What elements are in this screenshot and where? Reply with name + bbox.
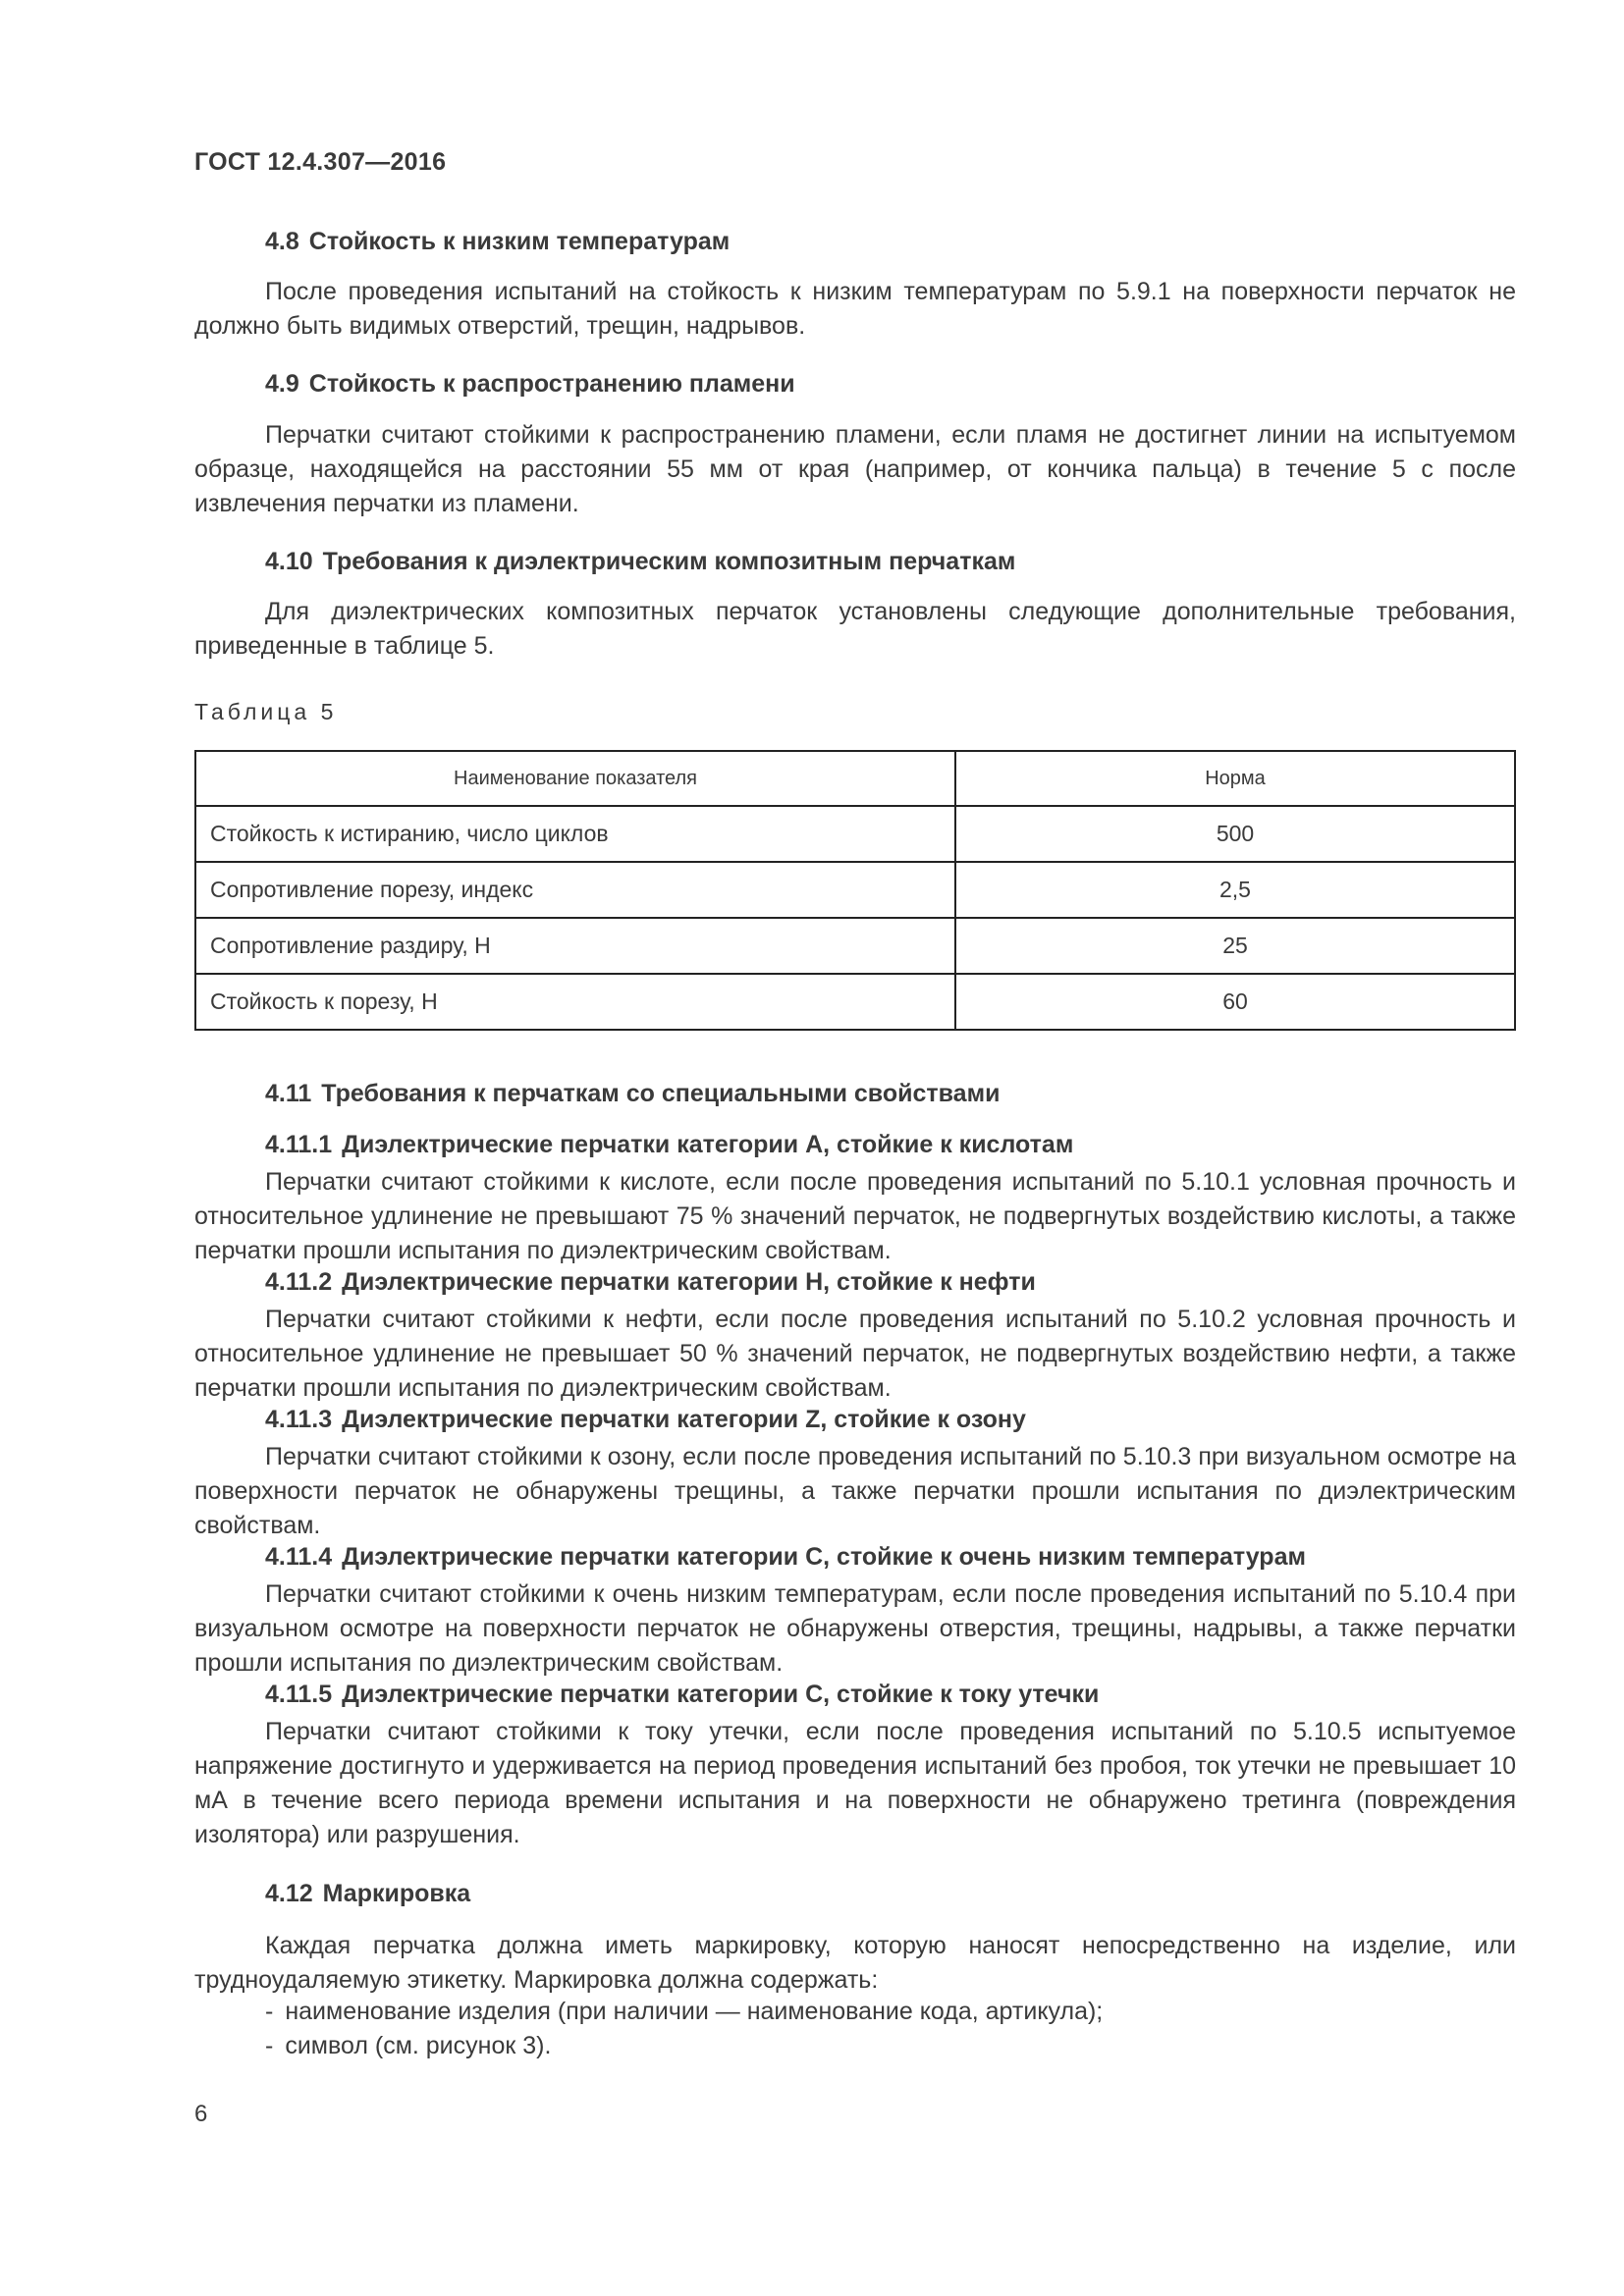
table-5 [194,750,1516,1031]
section-heading-4-11 [265,1080,1000,1108]
table-header-cell: Норма [955,751,1515,806]
page-number: 6 [194,2101,208,2127]
table-header-row [195,751,1515,806]
section-number: 4.9 [265,370,299,398]
table-cell: Сопротивление раздиру, Н [195,918,955,974]
section-number: 4.11.5 [265,1681,333,1708]
section-heading-4-10 [265,548,1015,576]
section-text-4-8: После проведения испытаний на стойкость к низким температурам по 5.9.1 на поверхности перчаток не должно быть видимых отверстий, трещин, надрывов. [194,278,1516,340]
section-title: Диэлектрические перчатки категории С, стойкие к току утечки [342,1681,1100,1708]
section-text-4-11-5: Перчатки считают стойкими к току утечки, если после проведения испытаний по 5.10.5 испытуемое напряжение достигнуто и удерживается на период проведения испытаний без пробоя, ток утечки не превышает 10 мА в течение всего периода времени испытания и на поверхности не обнаружено третинга (повреждения изолятора) или разрушения. [194,1718,1516,1848]
section-title: Диэлектрические перчатки категории А, стойкие к кислотам [342,1131,1074,1158]
section-heading-4-12 [265,1880,470,1908]
section-number: 4.11.2 [265,1268,333,1296]
section-text-4-11-2: Перчатки считают стойкими к нефти, если после проведения испытаний по 5.10.2 условная прочность и относительное удлинение не превышает 50 % значений перчаток, не подвергнутых воздействию нефти, а также перчатки прошли испытания по диэлектрическим свойствам. [194,1306,1516,1402]
section-text-4-11-3: Перчатки считают стойкими к озону, если после проведения испытаний по 5.10.3 при визуальном осмотре на поверхности перчаток не обнаружены трещины, а также перчатки прошли испытания по диэлектрическим свойствам. [194,1443,1516,1539]
section-text-4-12: Каждая перчатка должна иметь маркировку, которую наносят непосредственно на изделие, или трудноудаляемую этикетку. Маркировка должна содержать: [194,1932,1516,1994]
section-number: 4.11 [265,1080,312,1107]
section-heading-4-11-2 [265,1268,1036,1297]
table-header-cell: Наименование показателя [195,751,955,806]
section-title: Стойкость к низким температурам [308,228,731,255]
section-number: 4.11.1 [265,1131,333,1158]
section-heading-4-8 [265,228,730,256]
section-title: Диэлектрические перчатки категории Н, стойкие к нефти [342,1268,1036,1296]
section-title: Маркировка [322,1880,471,1907]
section-number: 4.8 [265,228,299,255]
list-item-text: наименование изделия (при наличии — наименование кода, артикула); [285,1998,1104,2025]
table-cell: 25 [955,918,1515,974]
section-heading-4-11-1 [265,1131,1073,1159]
section-number: 4.10 [265,548,313,575]
table-cell: 2,5 [955,862,1515,918]
list-dash: - [265,1998,274,2025]
section-text-4-11-4: Перчатки считают стойкими к очень низким температурам, если после проведения испытаний по 5.10.4 при визуальном осмотре на поверхности перчаток не обнаружены отверстия, трещины, надрывы, а также перчатки прошли испытания по диэлектрическим свойствам. [194,1580,1516,1677]
list-item [265,2032,551,2060]
table-row [195,862,1515,918]
table-cell: 500 [955,806,1515,862]
section-title: Диэлектрические перчатки категории С, стойкие к очень низким температурам [342,1543,1306,1571]
table-caption: Таблица 5 [194,699,338,724]
list-dash: - [265,2032,274,2059]
section-title: Требования к диэлектрическим композитным перчаткам [322,548,1016,575]
section-text-4-11-1: Перчатки считают стойкими к кислоте, если после проведения испытаний по 5.10.1 условная прочность и относительное удлинение не превышают 75 % значений перчаток, не подвергнутых воздействию кислоты, а также перчатки прошли испытания по диэлектрическим свойствам. [194,1168,1516,1264]
section-text-4-9: Перчатки считают стойкими к распространению пламени, если пламя не достигнет линии на испытуемом образце, находящейся на расстоянии 55 мм от края (например, от кончика пальца) в течение 5 с после извлечения перчатки из пламени. [194,421,1516,517]
section-heading-4-11-4 [265,1543,1306,1572]
section-title: Стойкость к распространению пламени [308,370,795,398]
table-row [195,918,1515,974]
document-header: ГОСТ 12.4.307—2016 [194,148,447,176]
table-cell: 60 [955,974,1515,1030]
section-text-4-10: Для диэлектрических композитных перчаток установлены следующие дополнительные требования, приведенные в таблице 5. [194,598,1516,660]
table-cell: Стойкость к порезу, Н [195,974,955,1030]
section-number: 4.12 [265,1880,313,1907]
section-heading-4-9 [265,370,795,399]
table-cell: Сопротивление порезу, индекс [195,862,955,918]
table-row [195,806,1515,862]
section-heading-4-11-3 [265,1406,1026,1434]
section-title: Диэлектрические перчатки категории Z, стойкие к озону [342,1406,1026,1433]
section-number: 4.11.3 [265,1406,333,1433]
list-item [265,1998,1103,2026]
section-number: 4.11.4 [265,1543,333,1571]
table-cell: Стойкость к истиранию, число циклов [195,806,955,862]
table-row [195,974,1515,1030]
list-item-text: символ (см. рисунок 3). [285,2032,552,2059]
section-heading-4-11-5 [265,1681,1099,1709]
section-title: Требования к перчаткам со специальными свойствами [321,1080,1001,1107]
